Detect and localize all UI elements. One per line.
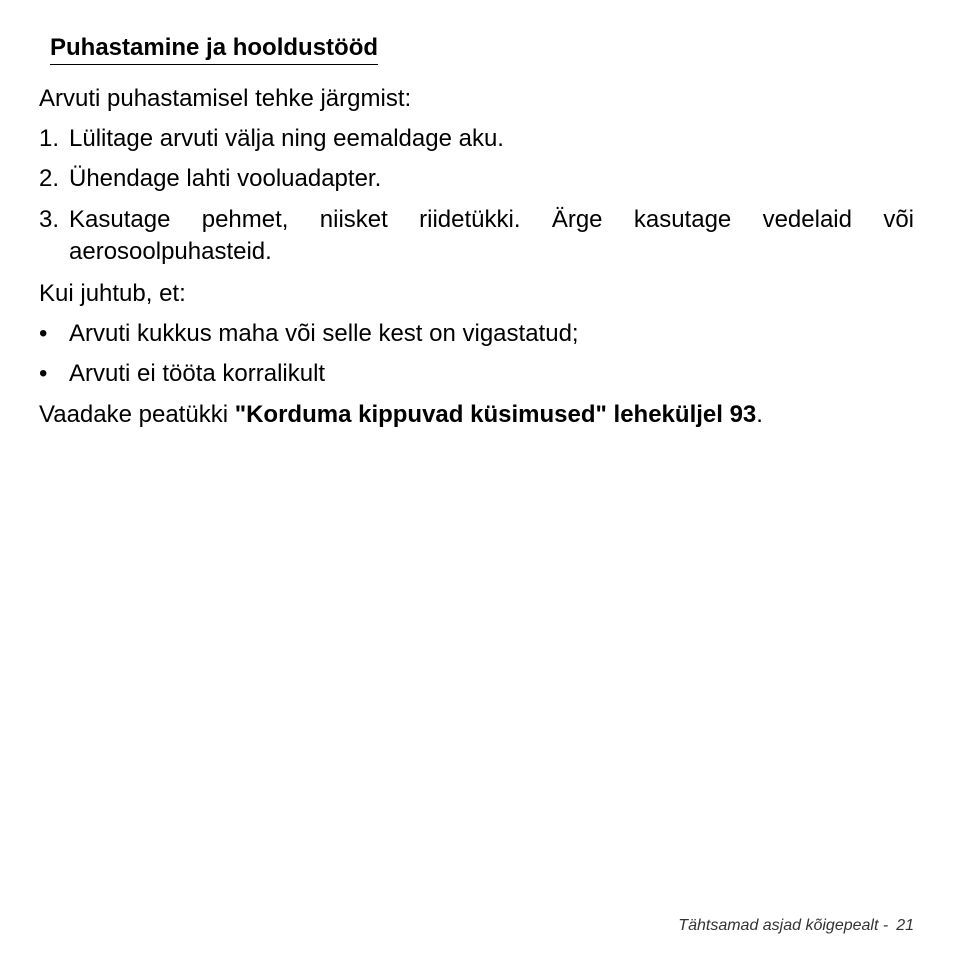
intro-paragraph: Arvuti puhastamisel tehke järgmist:	[39, 85, 412, 112]
step-3-text	[69, 204, 914, 268]
page-footer	[678, 917, 914, 935]
step-2	[39, 163, 914, 195]
bullet-1	[39, 318, 914, 350]
condition-paragraph: Kui juhtub, et:	[39, 280, 186, 307]
step-2-number: 2.	[39, 165, 60, 192]
reference-paragraph	[39, 399, 763, 431]
bullet-1-marker: •	[39, 320, 48, 347]
page-number: 21	[896, 917, 914, 934]
step-3	[39, 204, 914, 268]
footer-section-title: Tähtsamad asjad kõigepealt -	[678, 917, 889, 934]
step-1-number: 1.	[39, 125, 60, 152]
reference-prefix: Vaadake peatükki	[39, 401, 235, 428]
bullet-2	[39, 358, 914, 390]
bullet-1-text: Arvuti kukkus maha või selle kest on vigastatud;	[69, 320, 579, 347]
step-1-text: Lülitage arvuti välja ning eemaldage aku.	[69, 125, 504, 152]
reference-suffix: .	[756, 401, 763, 428]
reference-link[interactable]: "Korduma kippuvad küsimused" leheküljel 93	[234, 401, 757, 428]
bullet-2-marker: •	[39, 360, 48, 387]
section-heading: Puhastamine ja hooldustööd	[50, 33, 378, 65]
step-3-number: 3.	[39, 206, 60, 233]
step-3-text-line-1: Kasutage pehmet, niisket riidetükki. Ärge kasutage vedelaid või	[69, 206, 914, 233]
step-3-text-line-2: aerosoolpuhasteid.	[69, 238, 272, 265]
step-2-text: Ühendage lahti vooluadapter.	[69, 165, 382, 192]
step-1	[39, 123, 914, 155]
bullet-2-text: Arvuti ei tööta korralikult	[69, 360, 326, 387]
